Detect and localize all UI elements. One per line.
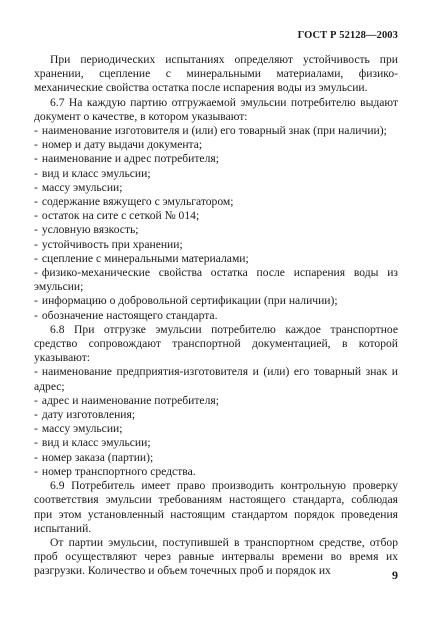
list-item: - наименование изготовителя и (или) его товарный знак (при наличии); [34,124,387,138]
paragraph-6-8: 6.8 При отгрузке эмульсии потребителю каждое транспортное средство сопровождают транспортной документацией, в которой указывают: [34,322,398,365]
list-item: - сцепление с минеральными материалами; [34,251,249,265]
paragraph-6-9: 6.9 Потребитель имеет право производить контрольную проверку соответствия эмульсии требованиям настоящего стандарта, соблюдая при этом установленный настоящим стандартом порядок проведения испытаний. [34,479,398,535]
list-item: - адрес и наименование потребителя; [34,393,219,407]
transport-document-list [34,365,398,479]
paragraph-6-7: 6.7 На каждую партию отгружаемой эмульсии потребителю выдают документ о качестве, в котором указывают: [34,95,398,123]
list-item: - массу эмульсии; [34,180,123,194]
list-item: - вид и класс эмульсии; [34,436,151,450]
quality-document-list [34,124,398,323]
list-item: - устойчивость при хранении; [34,237,183,251]
list-item: - физико-механические свойства остатка после испарения воды из эмульсии; [34,266,398,294]
list-item: - дату изготовления; [34,408,136,422]
list-item: - номер и дату выдачи документа; [34,138,203,152]
list-item: - наименование и адрес потребителя; [34,152,219,166]
list-item: - вид и класс эмульсии; [34,166,151,180]
list-item: - обозначение настоящего стандарта. [34,308,218,322]
list-item: - массу эмульсии; [34,422,123,436]
list-item: - информацию о добровольной сертификации (при наличии); [34,294,338,308]
list-item: - условную вязкость; [34,223,139,237]
paragraph-periodic-tests: При периодических испытаниях определяют устойчивость при хранении, сцепление с минеральными материалами, физико-механические свойства остатка после испарения воды из эмульсии. [34,53,398,95]
standard-header: ГОСТ Р 52128—2003 [297,30,398,41]
list-item: - номер транспортного средства. [34,464,196,478]
list-item: - наименование предприятия-изготовителя и (или) его товарный знак и адрес; [34,365,398,393]
list-item: - номер заказа (партии); [34,450,154,464]
list-item: - содержание вяжущего с эмульгатором; [34,195,234,209]
paragraph-sampling: От партии эмульсии, поступившей в транспортном средстве, отбор проб осуществляют через равные интервалы времени во время их разгрузки. Количество и объем точечных проб и порядок их [34,535,398,578]
page-number: 9 [392,568,398,582]
page-content [34,53,398,579]
list-item: - остаток на сите с сеткой № 014; [34,209,200,223]
